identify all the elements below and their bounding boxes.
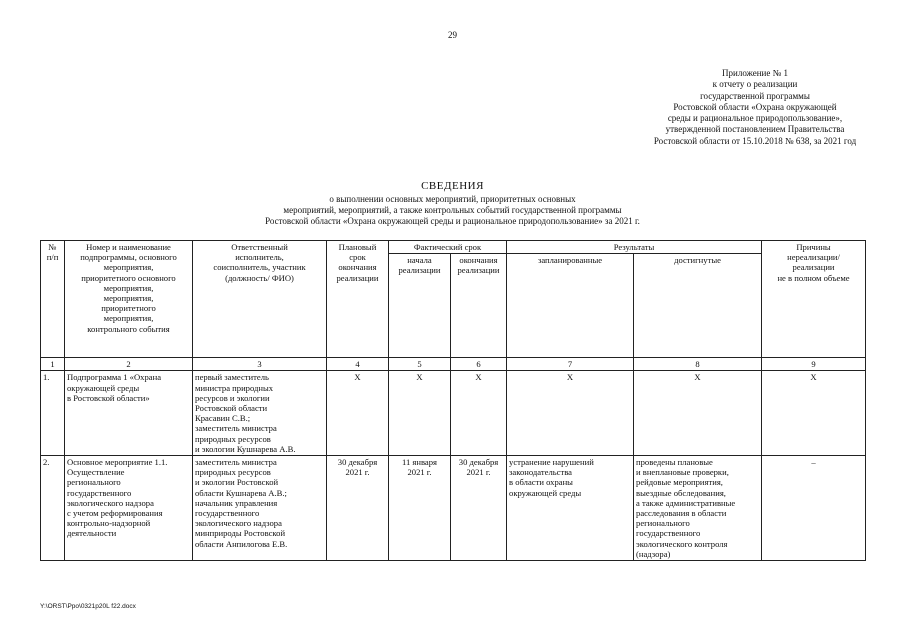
appendix-line: государственной программы <box>700 90 810 101</box>
subtitle-line: о выполнении основных мероприятий, приоритетных основных <box>329 193 576 204</box>
column-number: 4 <box>327 358 389 371</box>
row-actual-end: 30 декабря 2021 г. <box>451 456 507 561</box>
appendix-header <box>600 68 905 147</box>
appendix-line: среды и рациональное природопользование», <box>667 113 843 124</box>
row-results-planned: устранение нарушений законодательства в области охраны окружающей среды <box>507 456 634 561</box>
page-number: 29 <box>448 30 457 40</box>
column-number: 3 <box>193 358 327 371</box>
appendix-line: Ростовской области «Охрана окружающей <box>673 101 837 112</box>
row-name: Подпрограмма 1 «Охрана окружающей среды в Ростовской области» <box>65 371 193 456</box>
row-results-planned: Х <box>507 371 634 456</box>
row-reasons: Х <box>762 371 866 456</box>
column-number: 6 <box>451 358 507 371</box>
subtitle-line: Ростовской области «Охрана окружающей среды и рациональное природопользование» за 2021 г. <box>265 215 640 226</box>
title-block <box>0 180 905 227</box>
row-results-achieved: проведены плановые и внеплановые проверки, рейдовые мероприятия, выездные обследования, а также административные расследования в области регионального государственного экологического контроля (надзора) <box>634 456 762 561</box>
header-name: Номер и наименование подпрограммы, основного мероприятия, приоритетного основного мероприятия, мероприятия, приоритетного мероприятия, контрольного события <box>65 241 193 358</box>
column-number: 5 <box>389 358 451 371</box>
header-num: № п/п <box>41 241 65 358</box>
footer-file-path: Y:\ORST\Ppo\0321p20L f22.docx <box>40 603 136 610</box>
header-results: Результаты <box>507 241 762 254</box>
document-title: СВЕДЕНИЯ <box>421 180 484 192</box>
column-number-row <box>41 358 866 371</box>
header-actual-start: начала реализации <box>389 254 451 358</box>
row-reasons: – <box>762 456 866 561</box>
row-actual-end: Х <box>451 371 507 456</box>
appendix-line: к отчету о реализации <box>712 79 798 90</box>
column-number: 7 <box>507 358 634 371</box>
header-results-achieved: достигнутые <box>634 254 762 358</box>
row-name: Основное мероприятие 1.1. Осуществление регионального государственного экологического надзора с учетом реформирования контрольно-надзорной деятельности <box>65 456 193 561</box>
column-number: 8 <box>634 358 762 371</box>
row-planned-date: 30 декабря 2021 г. <box>327 456 389 561</box>
document-subtitle <box>0 194 905 227</box>
row-planned-date: Х <box>327 371 389 456</box>
row-num: 2. <box>41 456 65 561</box>
appendix-line: утвержденной постановлением Правительства <box>665 124 845 135</box>
table-row <box>41 456 866 561</box>
row-results-achieved: Х <box>634 371 762 456</box>
header-responsible: Ответственный исполнитель, соисполнитель, участник (должность/ ФИО) <box>193 241 327 358</box>
column-number: 9 <box>762 358 866 371</box>
subtitle-line: мероприятий, мероприятий, а также контрольных событий государственной программы <box>283 204 622 215</box>
report-table <box>40 240 866 561</box>
column-number: 2 <box>65 358 193 371</box>
row-num: 1. <box>41 371 65 456</box>
header-results-planned: запланированные <box>507 254 634 358</box>
appendix-line: Приложение № 1 <box>722 68 788 78</box>
row-actual-start: Х <box>389 371 451 456</box>
row-responsible: первый заместитель министра природных ресурсов и экологии Ростовской области Красавин С.В.; заместитель министра природных ресурсов и экологии Кушнарева А.В. <box>193 371 327 456</box>
row-actual-start: 11 января 2021 г. <box>389 456 451 561</box>
header-actual-end: окончания реализации <box>451 254 507 358</box>
header-actual-dates: Фактический срок <box>389 241 507 254</box>
header-reasons: Причины нереализации/ реализации не в полном объеме <box>762 241 866 358</box>
header-planned-date: Плановый срок окончания реализации <box>327 241 389 358</box>
table-row <box>41 371 866 456</box>
column-number: 1 <box>41 358 65 371</box>
appendix-line: Ростовской области от 15.10.2018 № 638, за 2021 год <box>653 135 857 146</box>
row-responsible: заместитель министра природных ресурсов и экологии Ростовской области Кушнарева А.В.; начальник управления государственного экологического надзора минприроды Ростовской области Анпилогова Е.В. <box>193 456 327 561</box>
